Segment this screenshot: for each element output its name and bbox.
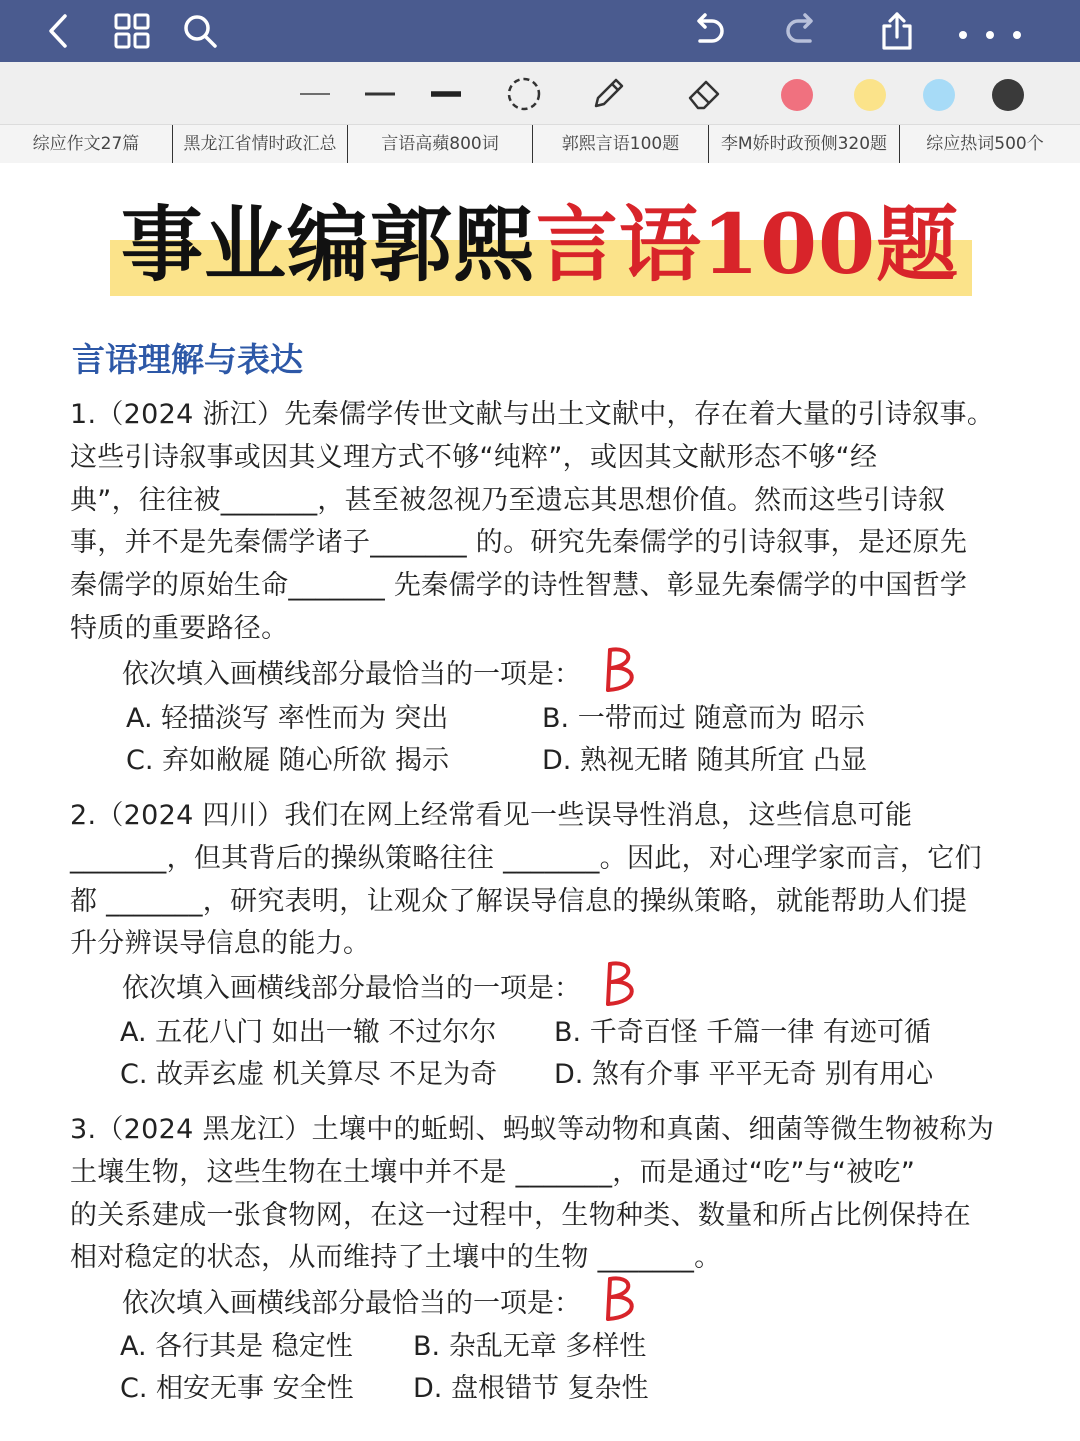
title-part-2: 言语100题 [535,197,960,293]
color-swatch-black[interactable] [992,79,1024,111]
option-b[interactable]: B. 一带而过 随意而为 昭示 [542,703,865,734]
option-c[interactable]: C. 相安无事 安全性 [120,1373,354,1404]
question-line: 2.（2024 四川）我们在网上经常看见一些误导性消息，这些信息可能 [70,800,913,831]
question-2-text [70,795,1015,966]
eraser-icon[interactable] [686,76,722,112]
question-line: 相对稳定的状态，从而维持了土壤中的生物 _______。 [70,1242,722,1274]
question-1-prompt: 依次填入画横线部分最恰当的一项是： [122,659,581,690]
question-line: 典”，往往被_______，甚至被忽视乃至遗忘其思想价值。然而这些引诗叙 [70,484,946,516]
option-a[interactable]: A. 五花八门 如出一辙 不过尔尔 [120,1017,497,1048]
redo-icon[interactable] [782,11,822,51]
option-b[interactable]: B. 千奇百怪 千篇一律 有迹可循 [554,1017,931,1048]
option-a[interactable]: A. 各行其是 稳定性 [120,1331,353,1362]
question-line: _______，但其背后的操纵策略往往 _______。因此，对心理学家而言，它们 [70,842,982,874]
thin-line-icon[interactable] [297,76,333,112]
pen-icon[interactable] [590,76,626,112]
tab-5[interactable]: 李M娇时政预侧320题 [720,134,888,154]
question-line: 升分辨误导信息的能力。 [70,928,371,960]
color-swatch-blue[interactable] [923,79,955,111]
question-line: 这些引诗叙事或因其义理方式不够“纯粹”，或因其文献形态不够“经 [70,441,878,473]
question-2-prompt: 依次填入画横线部分最恰当的一项是： [122,973,581,1004]
section-title: 言语理解与表达 [72,340,303,379]
tab-4[interactable]: 郭熙言语100题 [561,134,680,154]
question-line: 特质的重要路径。 [70,612,289,644]
document-tabs [0,124,1080,163]
handwritten-answer-mark [602,1273,642,1325]
question-line: 秦儒学的原始生命_______ 先秦儒学的诗性智慧、彰显先秦儒学的中国哲学 [70,570,968,602]
option-a[interactable]: A. 轻描淡写 率性而为 突出 [126,703,449,734]
question-3-prompt: 依次填入画横线部分最恰当的一项是： [122,1288,581,1319]
more-icon[interactable] [955,11,1025,51]
option-c[interactable]: C. 故弄玄虚 机关算尽 不足为奇 [120,1059,498,1090]
handwritten-answer-mark [602,644,642,696]
share-icon[interactable] [877,11,917,51]
thick-line-icon[interactable] [428,76,464,112]
question-line: 3.（2024 黑龙江）土壤中的蚯蚓、蚂蚁等动物和真菌、细菌等微生物被称为 [70,1114,995,1145]
color-swatch-yellow[interactable] [854,79,886,111]
color-swatch-pink[interactable] [781,79,813,111]
option-d[interactable]: D. 盘根错节 复杂性 [413,1373,649,1404]
option-d[interactable]: D. 熟视无睹 随其所宜 凸显 [542,745,868,776]
tab-1[interactable]: 综应作文27篇 [32,134,140,154]
option-c[interactable]: C. 弃如敝屣 随心所欲 揭示 [126,745,450,776]
question-line: 都 _______，研究表明，让观众了解误导信息的操纵策略，就能帮助人们提 [70,885,968,917]
handwritten-answer-mark [602,958,642,1010]
search-icon[interactable] [180,11,220,51]
grid-icon[interactable] [112,11,152,51]
top-nav-bar [0,0,1080,62]
question-line: 1.（2024 浙江）先秦儒学传世文献与出土文献中，存在着大量的引诗叙事。 [70,399,995,430]
question-line: 事，并不是先秦儒学诸子_______ 的。研究先秦儒学的引诗叙事，是还原先 [70,527,968,559]
tab-2[interactable]: 黑龙江省情时政汇总 [183,134,337,154]
option-b[interactable]: B. 杂乱无章 多样性 [413,1331,647,1362]
drawing-toolbar [0,62,1080,124]
tab-6[interactable]: 综应热词500个 [926,134,1044,154]
undo-icon[interactable] [688,11,728,51]
option-d[interactable]: D. 煞有介事 平平无奇 别有用心 [554,1059,934,1090]
title-part-1: 事业编郭熙 [120,197,536,293]
medium-line-icon[interactable] [362,76,398,112]
question-3-text [70,1109,1015,1280]
lasso-icon[interactable] [506,76,542,112]
question-1-text [70,394,1015,651]
question-line: 土壤生物，这些生物在土壤中并不是 _______，而是通过“吃”与“被吃” [70,1156,916,1188]
back-icon[interactable] [38,11,78,51]
page-title [0,190,1080,300]
question-line: 的关系建成一张食物网，在这一过程中，生物种类、数量和所占比例保持在 [70,1199,971,1231]
tab-3[interactable]: 言语高蘋800词 [381,134,499,154]
